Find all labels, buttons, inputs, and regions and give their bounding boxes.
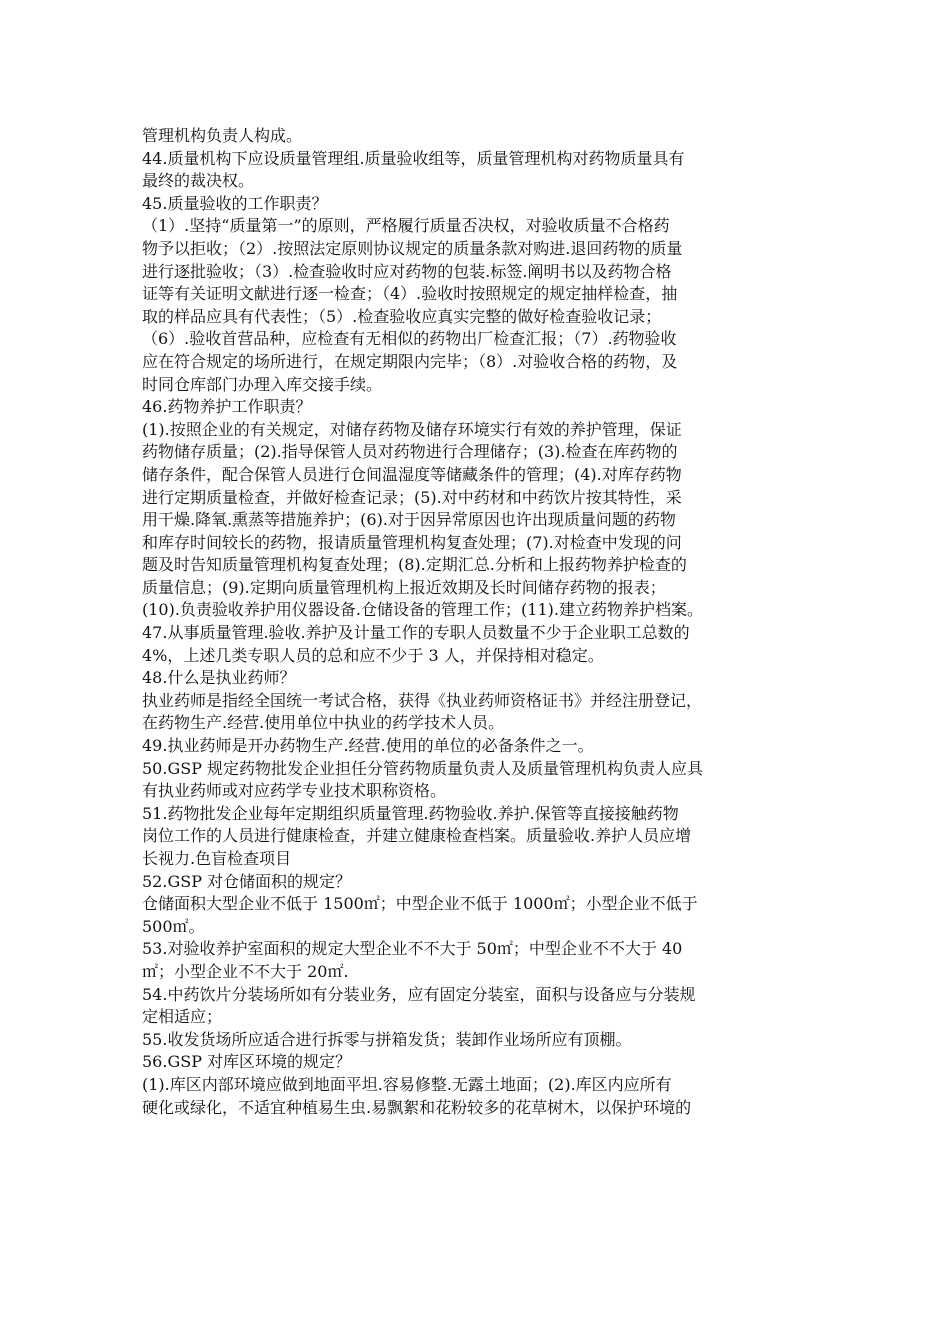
text-line: （1）.坚持“质量第一”的原则，严格履行质量否决权，对验收质量不合格药: [142, 216, 670, 236]
text-line: (1).库区内部环境应做到地面平坦.容易修整.无露土地面；(2).库区内应所有: [142, 1074, 672, 1094]
text-line: 44.质量机构下应设质量管理组.质量验收组等，质量管理机构对药物质量具有: [142, 148, 685, 168]
text-line: 用干燥.降氧.熏蒸等措施养护；(6).对于因异常原因也许出现质量问题的药物: [142, 510, 676, 530]
text-line: 最终的裁决权。: [142, 171, 255, 191]
text-line: 药物储存质量；(2).指导保管人员对药物进行合理储存；(3).检查在库药物的: [142, 442, 678, 462]
section-heading: 52.GSP 对仓储面积的规定？: [142, 871, 352, 891]
document-body: [142, 125, 822, 1119]
text-line: 有执业药师或对应药学专业技术职称资格。: [142, 781, 447, 801]
text-line: 时同仓库部门办理入库交接手续。: [142, 374, 383, 394]
text-line: 49.执业药师是开办药物生产.经营.使用的单位的必备条件之一。: [142, 736, 594, 756]
text-line: 53.对验收养护室面积的规定大型企业不不大于 50㎡；中型企业不不大于 40: [142, 939, 683, 959]
text-line: 质量信息；(9).定期向质量管理机构上报近效期及长时间储存药物的报表；: [142, 577, 666, 597]
section-heading: 48.什么是执业药师？: [142, 668, 296, 688]
text-line: 进行定期质量检查，并做好检查记录；(5).对中药材和中药饮片按其特性，采: [142, 487, 682, 507]
text-line: 55.收发货场所应适合进行拆零与拼箱发货；装卸作业场所应有顶棚。: [142, 1029, 632, 1049]
text-line: 54.中药饮片分装场所如有分装业务，应有固定分装室，面积与设备应与分装规: [142, 984, 696, 1004]
text-line: 硬化或绿化，不适宜种植易生虫.易飘絮和花粉较多的花草树木，以保护环境的: [142, 1097, 692, 1117]
text-line: 取的样品应具有代表性；（5）.检查验收应真实完整的做好检查验收记录；: [142, 306, 662, 326]
section-heading: 45.质量验收的工作职责？: [142, 193, 328, 213]
text-line: 岗位工作的人员进行健康检查，并建立健康检查档案。质量验收.养护人员应增: [142, 826, 692, 846]
text-line: 进行逐批验收；（3）.检查验收时应对药物的包装.标签.阐明书以及药物合格: [142, 261, 672, 281]
text-line: 管理机构负责人构成。: [142, 126, 303, 145]
text-line: 证等有关证明文献进行逐一检查；（4）.验收时按照规定的规定抽样检查，抽: [142, 284, 678, 304]
text-line: ㎡；小型企业不不大于 20㎡.: [142, 961, 349, 981]
section-heading: 56.GSP 对库区环境的规定？: [142, 1052, 352, 1072]
text-line: 50.GSP 规定药物批发企业担任分管药物质量负责人及质量管理机构负责人应具: [142, 758, 704, 778]
text-line: (1).按照企业的有关规定，对储存药物及储存环境实行有效的养护管理，保证: [142, 419, 682, 439]
text-line: 和库存时间较长的药物，报请质量管理机构复查处理；(7).对检查中发现的问: [142, 532, 682, 552]
text-line: 物予以拒收；（2）.按照法定原则协议规定的质量条款对购进.退回药物的质量: [142, 238, 683, 258]
text-line: 定相适应；: [142, 1007, 223, 1027]
text-line: （6）.验收首营品种，应检查有无相似的药物出厂检查汇报；（7）.药物验收: [142, 329, 677, 349]
text-line: 500㎡。: [142, 916, 205, 936]
text-line: 4%，上述几类专职人员的总和应不少于 3 人，并保持相对稳定。: [142, 645, 604, 665]
section-heading: 46.药物养护工作职责？: [142, 397, 312, 417]
text-line: 51.药物批发企业每年定期组织质量管理.药物验收.养护.保管等直接接触药物: [142, 803, 679, 823]
text-line: 应在符合规定的场所进行，在规定期限内完毕；（8）.对验收合格的药物，及: [142, 351, 678, 371]
text-line: (10).负责验收养护用仪器设备.仓储设备的管理工作；(11).建立药物养护档案。: [142, 600, 703, 620]
text-line: 储存条件，配合保管人员进行仓间温湿度等储藏条件的管理；(4).对库存药物: [142, 464, 682, 484]
text-line: 长视力.色盲检查项目: [142, 849, 292, 868]
text-line: 在药物生产.经营.使用单位中执业的药学技术人员。: [142, 713, 505, 733]
text-line: 47.从事质量管理.验收.养护及计量工作的专职人员数量不少于企业职工总数的: [142, 623, 690, 643]
text-line: 执业药师是指经全国统一考试合格，获得《执业药师资格证书》并经注册登记，: [142, 690, 703, 710]
text-line: 题及时告知质量管理机构复查处理；(8).定期汇总.分析和上报药物养护检查的: [142, 555, 687, 575]
text-line: 仓储面积大型企业不低于 1500㎡；中型企业不低于 1000㎡；小型企业不低于: [142, 894, 698, 914]
